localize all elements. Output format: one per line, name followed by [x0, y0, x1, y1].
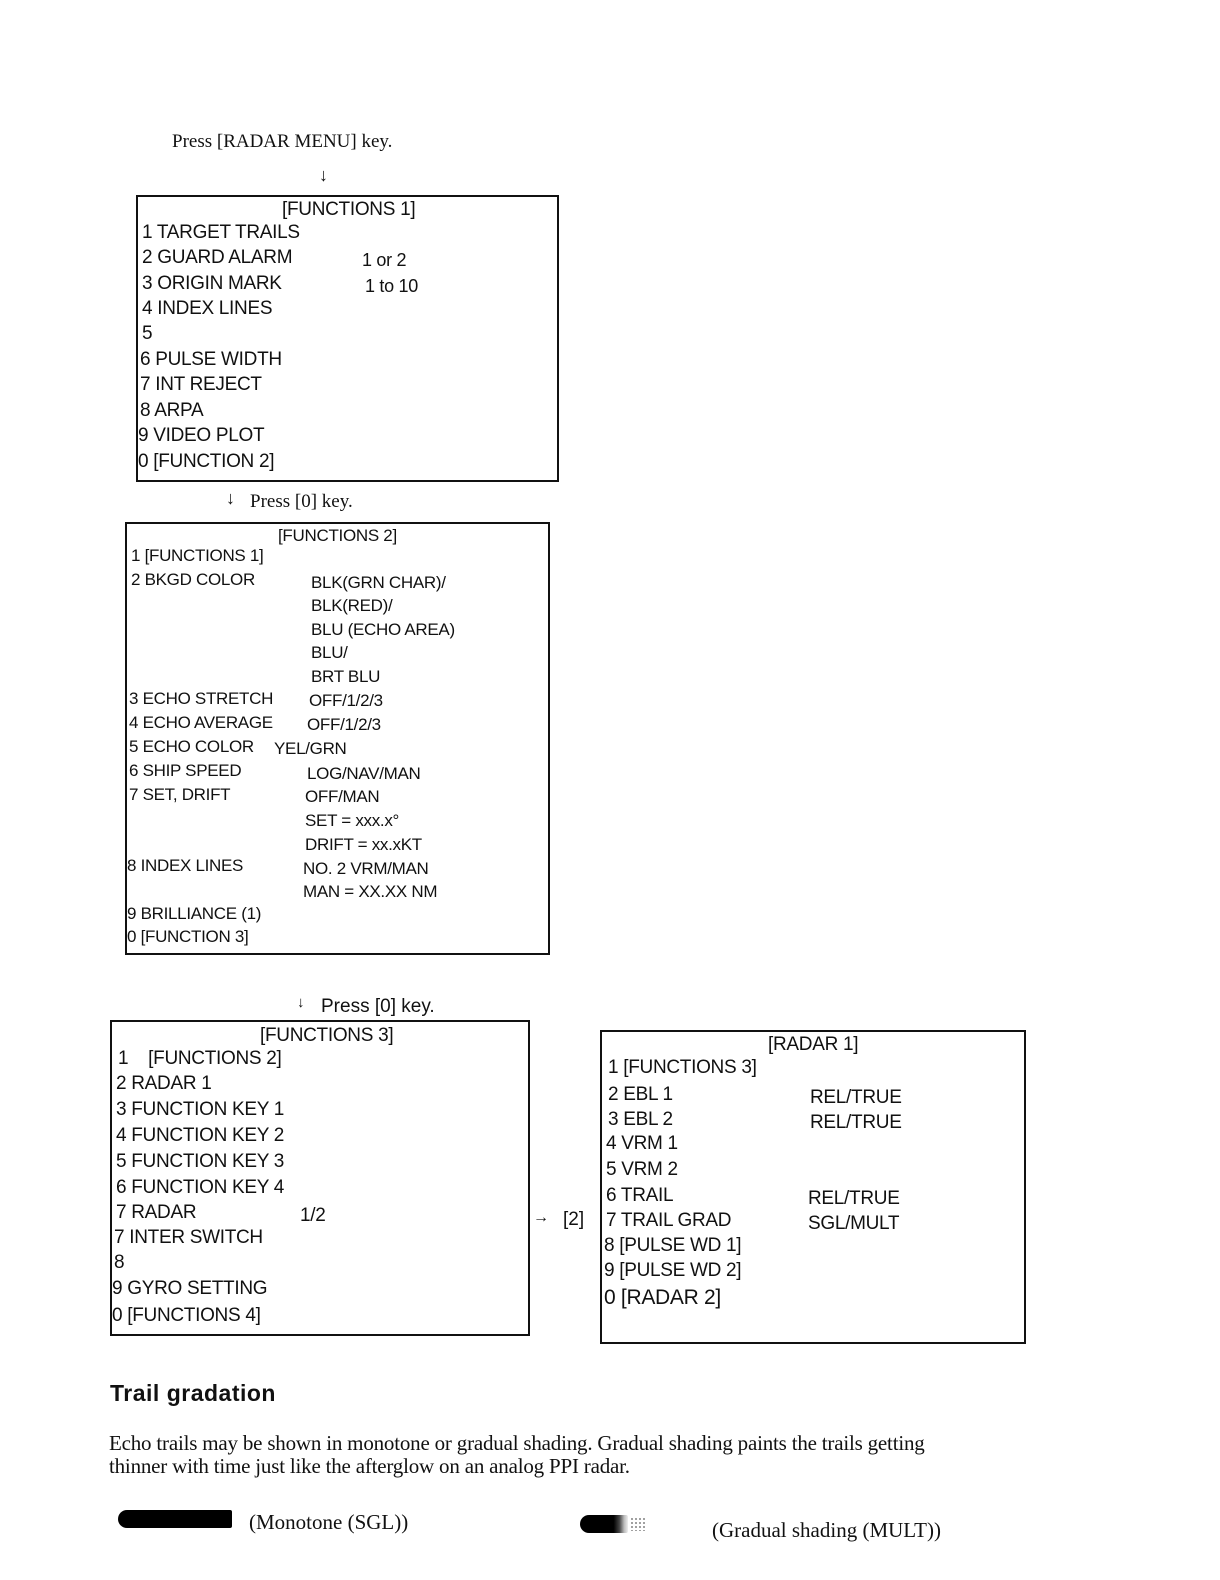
- menu-value: 1/2: [300, 1205, 326, 1226]
- menu-item: 7 TRAIL GRAD: [606, 1210, 732, 1231]
- down-arrow-icon: ↓: [297, 994, 305, 1011]
- menu-item: 5 FUNCTION KEY 3: [116, 1151, 284, 1172]
- menu-value: 1 to 10: [365, 276, 418, 296]
- menu-item: 1 TARGET TRAILS: [142, 222, 300, 243]
- functions2-title: [FUNCTIONS 2]: [278, 526, 397, 545]
- right-arrow-icon: →: [533, 1209, 549, 1226]
- menu-item: 4 VRM 1: [606, 1133, 678, 1154]
- menu-value: OFF/1/2/3: [309, 691, 383, 710]
- menu-item: 8 ARPA: [140, 400, 204, 421]
- radar1-menu: [600, 1030, 1026, 1344]
- menu-item: 8 INDEX LINES: [127, 856, 244, 875]
- menu-item: 6 TRAIL: [606, 1185, 674, 1206]
- menu-item: 5 ECHO COLOR: [129, 737, 254, 756]
- functions1-title: [FUNCTIONS 1]: [282, 199, 416, 220]
- down-arrow-icon: ↓: [319, 165, 328, 185]
- menu-item: 9 BRILLIANCE (1): [127, 904, 262, 923]
- menu-item: 0 [RADAR 2]: [604, 1286, 721, 1309]
- section-heading: Trail gradation: [110, 1380, 276, 1406]
- connector-label: [2]: [563, 1209, 585, 1230]
- body-text-line1: Echo trails may be shown in monotone or gradual shading. Gradual shading paints the trails getting: [109, 1431, 925, 1455]
- gradual-trail-fade: [630, 1517, 646, 1531]
- menu-value: REL/TRUE: [810, 1112, 902, 1133]
- menu-value: SGL/MULT: [808, 1213, 900, 1234]
- menu-item: 3 ECHO STRETCH: [129, 689, 274, 708]
- menu-item: 9 GYRO SETTING: [112, 1278, 268, 1299]
- menu-value: BLU (ECHO AREA): [311, 620, 455, 639]
- instruction-press-0: Press [0] key.: [250, 491, 353, 512]
- menu-item: 9 VIDEO PLOT: [138, 425, 265, 446]
- menu-value: BLK(RED)/: [311, 596, 393, 615]
- menu-value: 1 or 2: [362, 250, 407, 270]
- menu-value: OFF/1/2/3: [307, 715, 381, 734]
- menu-value: OFF/MAN: [305, 787, 380, 806]
- menu-item: 4 FUNCTION KEY 2: [116, 1125, 284, 1146]
- functions3-title: [FUNCTIONS 3]: [260, 1025, 394, 1046]
- menu-item: 5: [142, 323, 153, 344]
- legend-monotone-label: (Monotone (SGL)): [249, 1510, 409, 1534]
- menu-item: 2 EBL 1: [608, 1084, 673, 1105]
- menu-item: 8 [PULSE WD 1]: [604, 1235, 742, 1256]
- menu-item: 1 [FUNCTIONS 1]: [131, 546, 264, 565]
- menu-item: 3 FUNCTION KEY 1: [116, 1099, 284, 1120]
- menu-value: BLK(GRN CHAR)/: [311, 573, 446, 592]
- instruction-press-0: Press [0] key.: [321, 996, 435, 1017]
- menu-item: 4 INDEX LINES: [142, 298, 273, 319]
- legend-gradual-label: (Gradual shading (MULT)): [712, 1518, 942, 1542]
- menu-item: 6 PULSE WIDTH: [140, 349, 282, 370]
- menu-item: 7 RADAR: [116, 1202, 197, 1223]
- menu-item: 6 FUNCTION KEY 4: [116, 1177, 284, 1198]
- menu-item: 0 [FUNCTION 3]: [127, 927, 249, 946]
- gradual-trail-swatch: [580, 1515, 628, 1533]
- menu-value: YEL/GRN: [274, 739, 347, 758]
- menu-value: BRT BLU: [311, 667, 381, 686]
- menu-item: 7 INTER SWITCH: [114, 1227, 263, 1248]
- radar1-title: [RADAR 1]: [768, 1034, 859, 1055]
- monotone-trail-swatch: [118, 1510, 232, 1528]
- menu-value: LOG/NAV/MAN: [307, 764, 421, 783]
- menu-value: REL/TRUE: [810, 1087, 902, 1108]
- menu-item: 3 ORIGIN MARK: [142, 273, 282, 294]
- menu-item: 5 VRM 2: [606, 1159, 678, 1180]
- functions1-menu: [136, 195, 559, 482]
- menu-value: MAN = XX.XX NM: [303, 882, 438, 901]
- instruction-press-radar-menu: Press [RADAR MENU] key.: [172, 131, 393, 152]
- menu-value: BLU/: [311, 643, 348, 662]
- menu-item: 6 SHIP SPEED: [129, 761, 242, 780]
- menu-value: SET = xxx.x°: [305, 811, 400, 830]
- menu-item: 7 SET, DRIFT: [129, 785, 231, 804]
- menu-value: NO. 2 VRM/MAN: [303, 859, 429, 878]
- menu-item: 0 [FUNCTION 2]: [138, 451, 275, 472]
- menu-value: REL/TRUE: [808, 1188, 900, 1209]
- menu-item: 7 INT REJECT: [140, 374, 262, 395]
- menu-item: 2 RADAR 1: [116, 1073, 212, 1094]
- menu-item: 8: [114, 1252, 125, 1273]
- menu-item: 9 [PULSE WD 2]: [604, 1260, 742, 1281]
- menu-value: DRIFT = xx.xKT: [305, 835, 422, 854]
- menu-item: 2 BKGD COLOR: [131, 570, 255, 589]
- menu-item: 3 EBL 2: [608, 1109, 673, 1130]
- menu-item: 4 ECHO AVERAGE: [129, 713, 273, 732]
- menu-item: 0 [FUNCTIONS 4]: [112, 1305, 261, 1326]
- menu-item: 1 [FUNCTIONS 3]: [608, 1057, 757, 1078]
- functions3-menu: [110, 1020, 530, 1336]
- functions2-menu: [125, 522, 550, 955]
- body-text-line2: thinner with time just like the afterglow on an analog PPI radar.: [109, 1454, 630, 1478]
- down-arrow-icon: ↓: [226, 488, 235, 508]
- menu-item: 2 GUARD ALARM: [142, 247, 293, 268]
- menu-item: 1 [FUNCTIONS 2]: [118, 1048, 282, 1069]
